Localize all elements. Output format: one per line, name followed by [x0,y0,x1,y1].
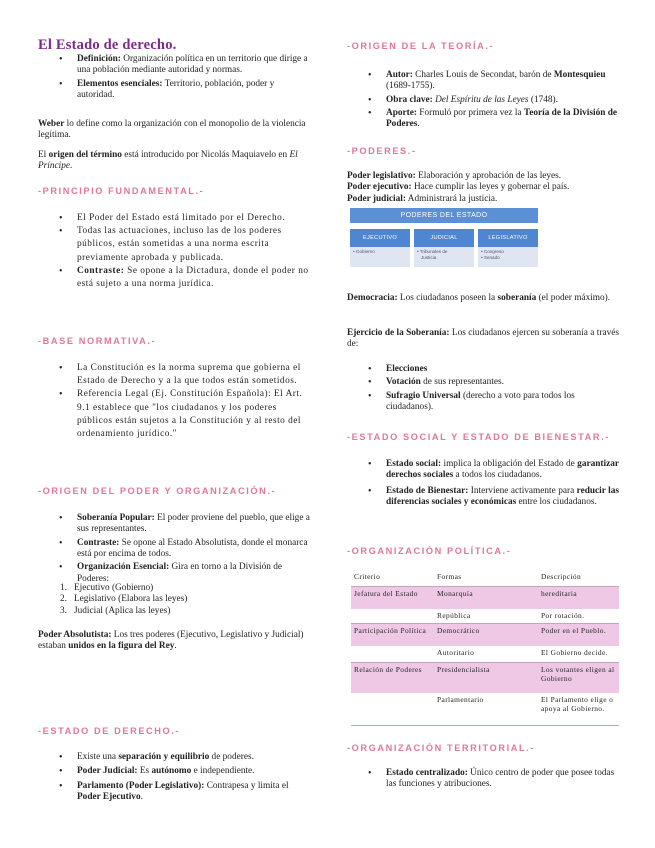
list-item: • Referencia Legal (Ej. Constitución Española): El Art. 9.1 establece que "los ciudadanos y los poderes públicos están sujetos a la Constitución y al resto del ordenamiento jurídico." [38,388,310,441]
powers-ordered-list [60,583,310,617]
table-row: Participación Política Democrático Poder en el Pueblo. [351,624,619,646]
heading-principio: -PRINCIPIO FUNDAMENTAL.- [38,186,205,196]
table-divider [351,725,619,726]
list-item: • Contraste: Se opone a la Dictadura, donde el poder no está sujeto a una norma jurídica. [38,265,310,291]
table-header-cell: Descripción [541,572,582,581]
heading-estado-derecho: -ESTADO DE DERECHO.- [38,726,181,736]
base-list [38,362,310,441]
list-item: • Todas las actuaciones, incluso las de los poderes públicos, están sometidas a una norma escrita previamente aprobada y publicada. [38,225,310,265]
list-item: • Estado social: implica la obligación del Estado de garantizar derechos sociales a todos los ciudadanos. [347,459,619,482]
list-item: • Obra clave: Del Espíritu de las Leyes (1748). [347,95,619,106]
poder-judicial-line: Poder judicial: Administrará la justicia. [347,193,498,204]
list-item: • Organización Esencial: Gira en torno a la División de Poderes: [38,562,310,585]
ejercicio-list [347,364,619,413]
powers-diagram [350,208,538,267]
heading-organizacion-politica: -ORGANIZACIÓN POLÍTICA.- [347,546,512,556]
list-item: • Elecciones [347,364,619,375]
list-item: • Elementos esenciales: Territorio, población, poder y autoridad. [38,79,310,102]
list-item: • Contraste: Se opone al Estado Absolutista, donde el monarca está por encima de todos. [38,538,310,561]
estado-derecho-list [38,752,310,803]
ejercicio-paragraph: Ejercicio de la Soberanía: Los ciudadanos ejercen su soberanía a través de: [347,328,619,350]
origin-paragraph: El origen del término está introducido por Nicolás Maquiavelo en El Príncipe. [38,150,298,172]
heading-estado-social: -ESTADO SOCIAL Y ESTADO DE BIENESTAR.- [347,432,610,442]
list-item: 1. Ejecutivo (Gobierno) [60,583,154,593]
table-row: República Por rotación. [437,611,585,620]
list-item: 2. Legislativo (Elabora las leyes) [60,594,188,605]
table-row: Jefatura del Estado Monarquía hereditaria [351,587,619,609]
list-item: • Parlamento (Poder Legislativo): Contrapesa y limita el Poder Ejecutivo. [38,781,310,804]
origen-teoria-list [347,70,619,131]
intro-list [38,54,310,101]
poder-legislativo-line: Poder legislativo: Elaboración y aprobación de las leyes. [347,171,562,181]
list-item: 3. Judicial (Aplica las leyes) [60,605,171,616]
poderes-lines [347,171,619,205]
heading-base-normativa: -BASE NORMATIVA.- [38,336,157,346]
principio-list [38,212,310,291]
table-row: Relación de Poderes Presidencialista Los votantes eligen al Gobierno [351,663,619,693]
table-header-row [351,570,619,586]
democracia-paragraph: Democracia: Los ciudadanos poseen la soberanía (el poder máximo). [347,293,611,303]
list-item: • Poder Judicial: Es autónomo e independiente. [38,766,310,777]
heading-origen-teoria: -ORIGEN DE LA TEORÍA.- [347,41,495,51]
list-item: • Definición: Organización política en un territorio que dirige a una población mediante autoridad y normas. [38,54,310,77]
weber-paragraph: Weber lo define como la organización con el monopolio de la violencia legítima. [38,119,306,141]
list-item: • Existe una separación y equilibrio de poderes. [38,752,310,763]
heading-organizacion-territorial: -ORGANIZACIÓN TERRITORIAL.- [347,743,535,753]
poder-ejecutivo-line: Poder ejecutivo: Hace cumplir las leyes y gobernar el país. [347,182,570,193]
absolutista-paragraph: Poder Absolutista: Los tres poderes (Ejecutivo, Legislativo y Judicial) estaban unidos en la figura del Rey. [38,630,304,652]
organizacion-territorial-list [347,768,619,791]
list-item: • Aporte: Formuló por primera vez la Teoría de la División de Poderes. [347,108,619,131]
table-row: Parlamentario El Parlamento elige o apoya al Gobierno. [437,695,614,714]
list-item: • Votación de sus representantes. [347,377,619,388]
table-row: Autoritario El Gobierno decide. [437,648,608,657]
diagram-sub-judicial: • Tribunales de Justicia [414,247,474,267]
list-item: • Estado centralizado: Único centro de poder que posee todas las funciones y atribuciones. [347,768,619,791]
list-item: • Autor: Charles Louis de Secondat, barón de Montesquieu (1689-1755). [347,70,619,93]
heading-poderes: -PODERES.- [347,146,417,156]
diagram-box-ejecutivo: EJECUTIVO [350,229,410,247]
heading-origen-poder: -ORIGEN DEL PODER Y ORGANIZACIÓN.- [38,486,277,496]
diagram-sub-ejecutivo: • Gobierno [350,247,410,267]
organizacion-politica-table [351,570,619,730]
list-item: • La Constitución es la norma suprema que gobierna el Estado de Derecho y a la que todos están sometidos. [38,362,310,388]
diagram-box-judicial: JUDICIAL [414,229,474,247]
list-item: • Estado de Bienestar: Interviene activamente para reducir las diferencias sociales y económicas entre los ciudadanos. [347,486,619,509]
table-header-cell: Formas [437,572,462,581]
origen-poder-list [38,513,310,585]
list-item: • Sufragio Universal (derecho a voto para todos los ciudadanos). [347,391,619,414]
diagram-title: PODERES DEL ESTADO [350,208,538,223]
list-item: • El Poder del Estado está limitado por el Derecho. [38,212,310,225]
list-item: • Soberanía Popular: El poder proviene del pueblo, que elige a sus representantes. [38,513,310,536]
table-header-cell: Criterio [354,572,381,581]
page-title: El Estado de derecho. [38,37,177,53]
diagram-box-legislativo: LEGISLATIVO [478,229,538,247]
diagram-sub-legislativo: • Congreso • Senado [478,247,538,267]
estado-social-list [347,459,619,508]
